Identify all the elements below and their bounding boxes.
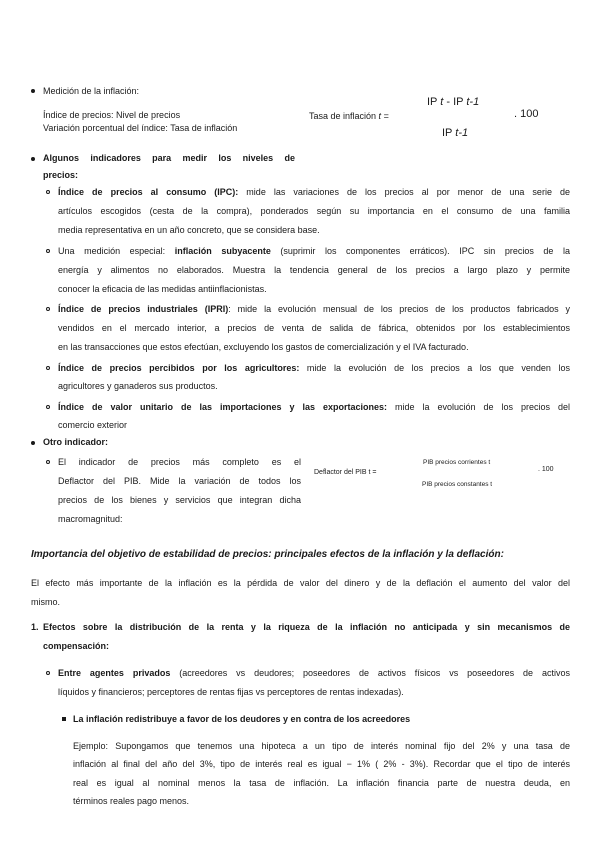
tasa-label-text: Tasa de inflación: [309, 111, 379, 121]
tasa-label-eq: =: [381, 111, 389, 121]
deflactor-mult: . 100: [538, 466, 554, 473]
bullet-disc-icon: [31, 89, 35, 93]
bullet-circle-icon: [46, 307, 50, 311]
tasa-formula-denominator: [442, 126, 468, 140]
deflactor-label: Deflactor del PIB t =: [314, 469, 377, 476]
bullet-circle-icon: [46, 405, 50, 409]
num-minus: - IP: [443, 96, 467, 108]
otro-line1: El indicador de precios más completo es el: [58, 457, 301, 467]
bullet-circle-icon: [46, 190, 50, 194]
medicion-title: Medición de la inflación:: [43, 86, 140, 96]
ipc-line3: media representativa en un año concreto, que se considera base.: [58, 225, 320, 235]
bullet-circle-icon: [46, 671, 50, 675]
efectos-title-l1: Efectos sobre la distribución de la renta y la riqueza de la inflación no anticipada y sin mecanismos de: [43, 622, 570, 632]
num-a: IP: [427, 96, 441, 108]
ejemplo-line4: términos reales pago menos.: [73, 796, 190, 806]
medicion-line2: Variación porcentual del índice: Tasa de inflación: [43, 123, 238, 133]
sub-bold: inflación subyacente: [174, 246, 271, 256]
otro-title: Otro indicador:: [43, 437, 108, 447]
bullet-circle-icon: [46, 366, 50, 370]
otro-line3: precios de los bienes y servicios que integran dicha: [58, 495, 301, 505]
ipri-line1: [58, 303, 570, 315]
ipc-bold: Índice de precios al consumo (IPC):: [58, 187, 239, 197]
ipri-line2: vendidos en el mercado interior, a precios de venta de salida de fábrica, obtenidos por los establecimientos: [58, 323, 570, 333]
tasa-formula-mult: . 100: [514, 108, 539, 120]
ipri-rest: : mide la evolución mensual de los precios de los productos fabricados y: [228, 304, 571, 314]
num-a-sub: t: [440, 96, 444, 108]
ejemplo-line3: real es igual al nominal menos la tasa de inflación. La inflación financia parte de nuestra deuda, en: [73, 778, 570, 788]
imp-bold: Índice de valor unitario de las importaciones y las exportaciones:: [58, 402, 387, 412]
bullet-square-icon: [62, 717, 66, 721]
bullet-disc-icon: [31, 441, 35, 445]
agentes-bold: Entre agentes privados: [58, 668, 171, 678]
den-a: IP: [442, 127, 456, 139]
agentes-line1: [58, 667, 570, 679]
ipri-bold: Índice de precios industriales (IPRI): [58, 304, 229, 314]
medicion-line1: Índice de precios: Nivel de precios: [43, 110, 181, 120]
importancia-para-l2: mismo.: [31, 597, 60, 607]
redistribuye-item: La inflación redistribuye a favor de los deudores y en contra de los acreedores: [73, 714, 411, 724]
subyacente-line2: energía y alimentos no elaborados. Muestra la tendencia general de los precios a largo plazo y permite: [58, 265, 570, 275]
tasa-formula-numerator: [427, 95, 479, 109]
deflactor-denominator: PIB precios constantes t: [422, 481, 493, 488]
bullet-disc-icon: [31, 157, 35, 161]
agri-bold: Índice de precios percibidos por los agricultores:: [58, 363, 300, 373]
importaciones-line1: [58, 401, 570, 413]
agentes-rest: (acreedores vs deudores; poseedores de activos físicos vs poseedores de activos: [170, 668, 570, 678]
tasa-formula-label: [309, 110, 389, 122]
otro-line2: Deflactor del PIB. Mide la variación de todos los: [58, 476, 301, 486]
ipri-line3: en las transacciones que estos efectúan, excluyendo los gastos de comercialización y el IVA facturado.: [58, 342, 469, 352]
agricultores-line1: [58, 362, 570, 374]
tasa-label-var: t: [378, 111, 382, 121]
ipc-line1: [58, 186, 570, 198]
agri-rest: mide la evolución de los precios a los que venden los: [299, 363, 570, 373]
ejemplo-line2: inflación al final del año del 3%, tipo de interés real es igual − 1% ( 2% - 3%). Recordar que el tipo de interés: [73, 759, 570, 769]
indicadores-title-l1: Algunos indicadores para medir los niveles de: [43, 153, 295, 163]
den-sub: t-1: [455, 127, 469, 139]
importancia-para-l1: El efecto más importante de la inflación es la pérdida de valor del dinero y de la deflación el aumento del valor del: [31, 578, 570, 588]
agentes-line2: líquidos y financieros; perceptores de rentas fijas vs perceptores de rentas indexadas).: [58, 687, 404, 697]
efectos-number: 1.: [31, 622, 39, 632]
bullet-circle-icon: [46, 249, 50, 253]
ipc-rest: mide las variaciones de los precios al por menor de una serie de: [238, 187, 571, 197]
importaciones-line2: comercio exterior: [58, 420, 128, 430]
agricultores-line2: agricultores y ganaderos sus productos.: [58, 381, 218, 391]
bullet-circle-icon: [46, 460, 50, 464]
sub-rest: (suprimir los componentes erráticos). IPC sin precios de la: [270, 246, 570, 256]
indicadores-title-l2: precios:: [43, 170, 79, 180]
otro-line4: macromagnitud:: [58, 514, 123, 524]
ejemplo-line1: Ejemplo: Supongamos que tenemos una hipoteca a un tipo de interés nominal fijo del 2% y una tasa de: [73, 741, 570, 751]
imp-rest: mide la evolución de los precios del: [386, 402, 570, 412]
ipc-line2: artículos escogidos (cesta de la compra), ponderados según su importancia en el consumo de una familia: [58, 206, 570, 216]
subyacente-line3: conocer la eficacia de las medidas antiinflacionistas.: [58, 284, 267, 294]
importancia-heading: Importancia del objetivo de estabilidad de precios: principales efectos de la inflación y la deflación:: [31, 549, 504, 560]
subyacente-line1: [58, 245, 570, 257]
num-b-sub: t-1: [466, 96, 480, 108]
sub-pre: Una medición especial:: [58, 246, 175, 256]
efectos-title-l2: compensación:: [43, 641, 110, 651]
deflactor-numerator: PIB precios corrientes t: [423, 459, 491, 466]
